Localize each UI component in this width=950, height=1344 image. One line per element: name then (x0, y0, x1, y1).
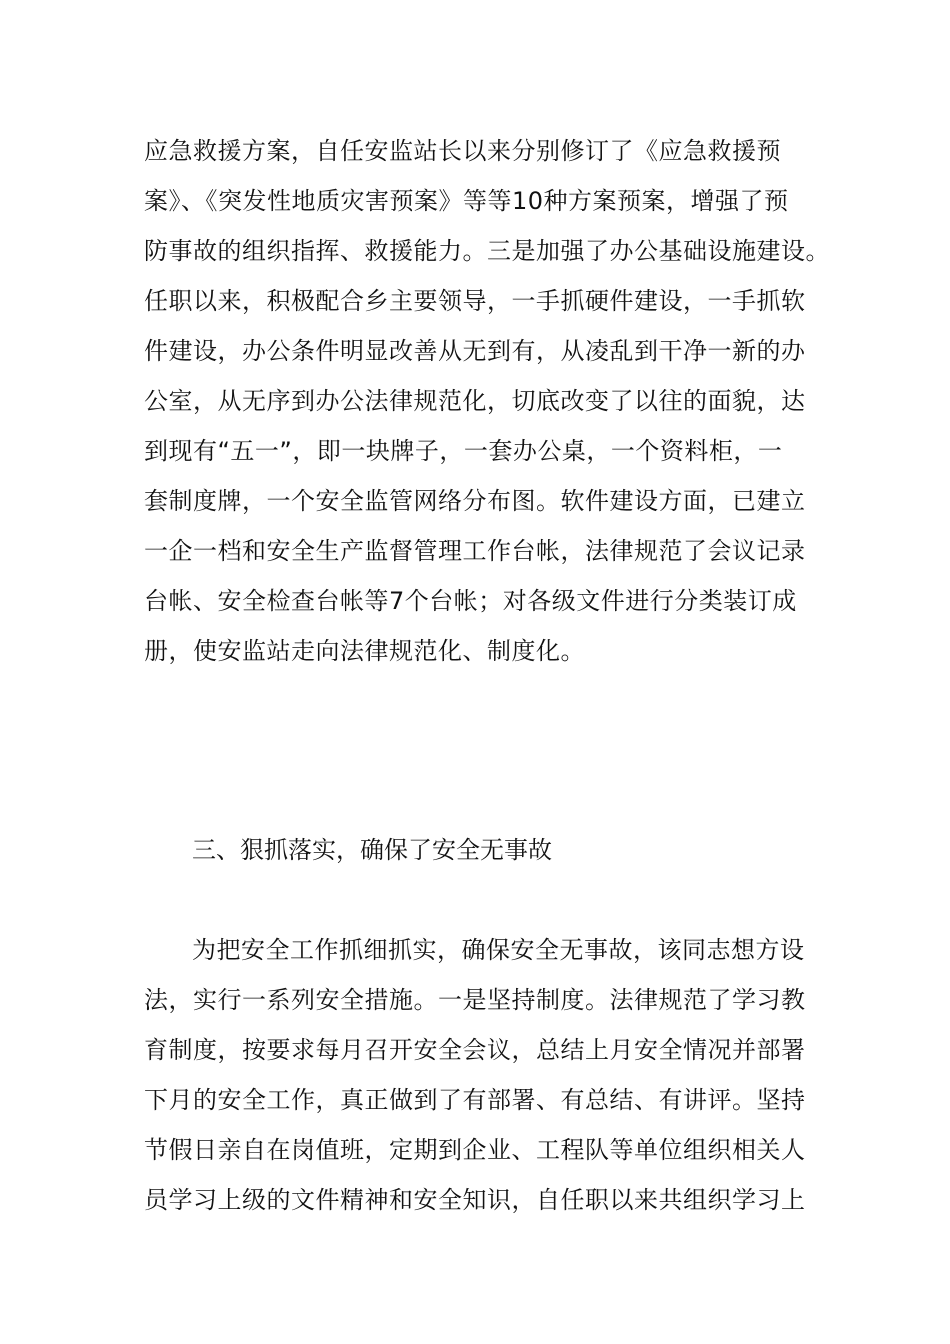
paragraph1-line-4: 任职以来，积极配合乡主要领导，一手抓硬件建设，一手抓软 (144, 287, 806, 315)
paragraph2-line-5: 节假日亲自在岗值班，定期到企业、工程队等单位组织相关人 (144, 1136, 806, 1164)
paragraph1-line-7: 到现有“五一”，即一块牌子，一套办公桌，一个资料柜，一 (144, 437, 783, 465)
paragraph1-line-3: 防事故的组织指挥、救援能力。三是加强了办公基础设施建设。 (144, 237, 830, 265)
paragraph2-line-1: 为把安全工作抓细抓实，确保安全无事故，该同志想方设 (192, 936, 805, 964)
paragraph1-line-6: 公室，从无序到办公法律规范化，切底改变了以往的面貌，达 (144, 387, 806, 415)
paragraph1-line-10: 台帐、安全检查台帐等7个台帐；对各级文件进行分类装订成 (144, 587, 797, 615)
paragraph1-line-2: 案》、《突发性地质灾害预案》等等10种方案预案，增强了预 (144, 187, 789, 215)
paragraph1-line-11: 册，使安监站走向法律规范化、制度化。 (144, 637, 585, 665)
section-heading: 三、狠抓落实，确保了安全无事故 (192, 836, 552, 864)
paragraph1-line-1: 应急救援方案，自任安监站长以来分别修订了《应急救援预 (144, 137, 781, 165)
paragraph2-line-2: 法，实行一系列安全措施。一是坚持制度。法律规范了学习教 (144, 986, 806, 1014)
paragraph1-line-5: 件建设，办公条件明显改善从无到有，从凌乱到干净一新的办 (144, 337, 806, 365)
paragraph2-line-3: 育制度，按要求每月召开安全会议，总结上月安全情况并部署 (144, 1036, 806, 1064)
paragraph1-line-9: 一企一档和安全生产监督管理工作台帐，法律规范了会议记录 (144, 537, 806, 565)
paragraph2-line-6: 员学习上级的文件精神和安全知识，自任职以来共组织学习上 (144, 1186, 806, 1214)
paragraph2-line-4: 下月的安全工作，真正做到了有部署、有总结、有讲评。坚持 (144, 1086, 806, 1114)
paragraph1-line-8: 套制度牌，一个安全监管网络分布图。软件建设方面，已建立 (144, 487, 806, 515)
